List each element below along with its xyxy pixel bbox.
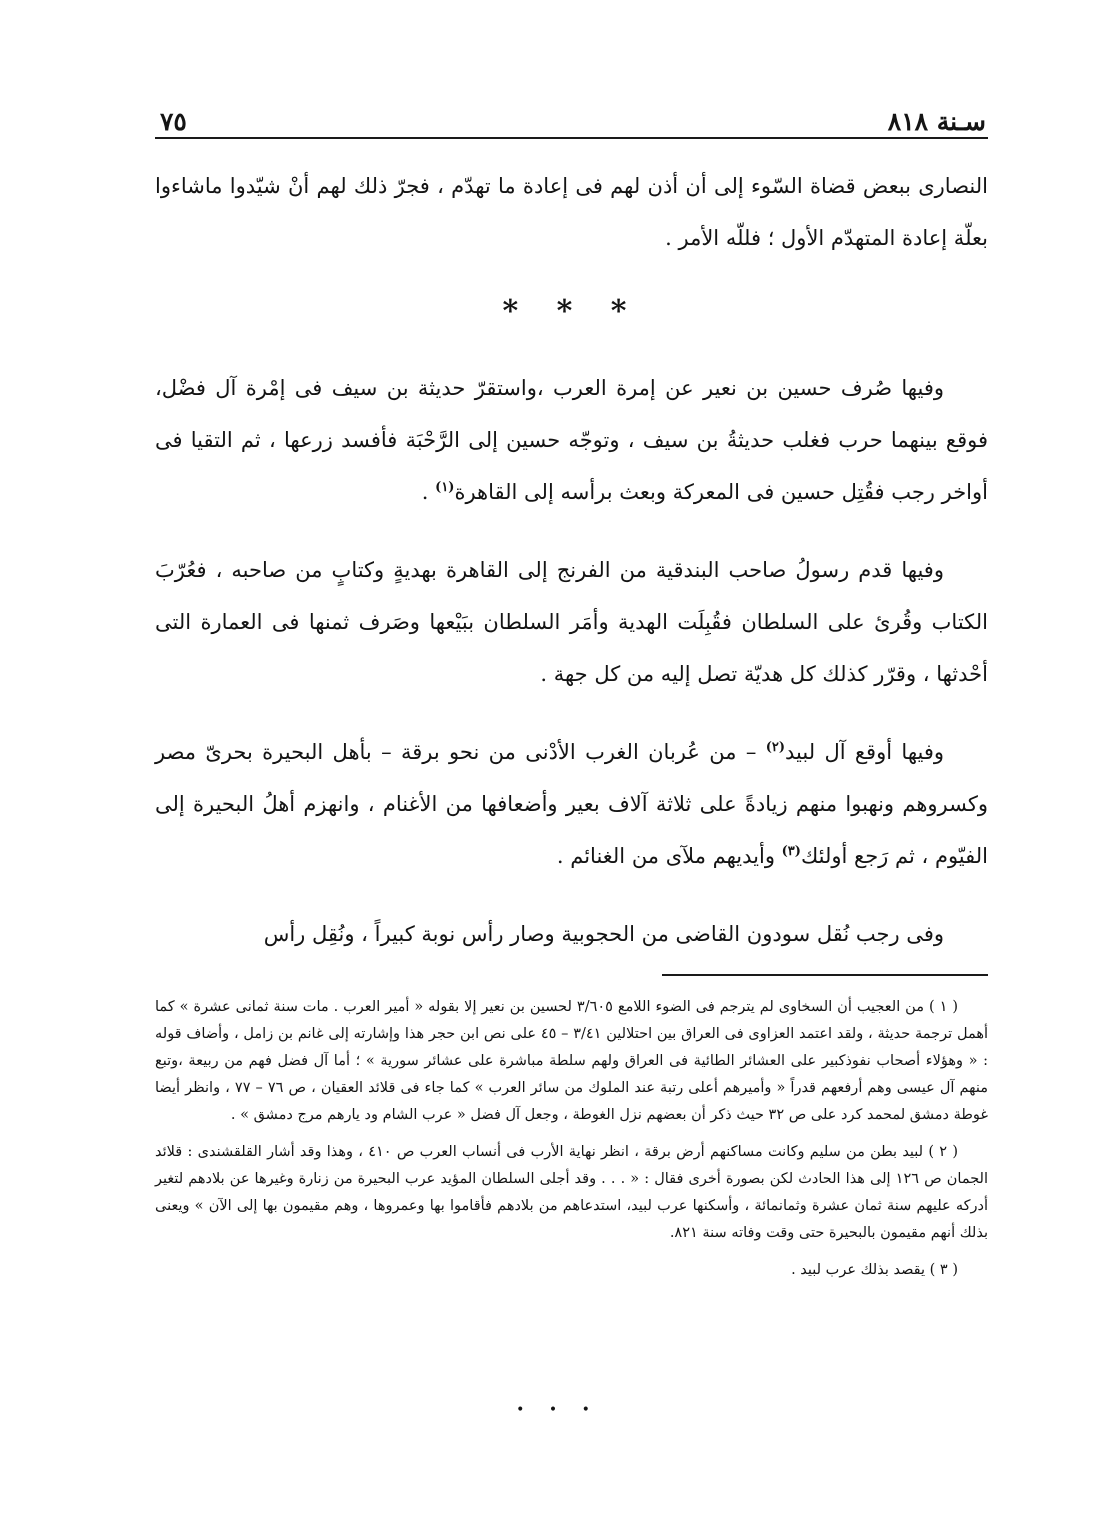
year-title: سـنة ٨١٨ (887, 107, 986, 136)
paragraph-text: . (421, 480, 436, 504)
footnote-ref[interactable]: (٣) (781, 844, 801, 859)
footnote-3: ( ٣ ) يقصد بذلك عرب لبيد . (791, 1262, 958, 1278)
end-ornament: • • • (516, 1402, 600, 1418)
paragraph-text: وأيديهم ملآى من الغنائم . (556, 844, 782, 868)
paragraph-text: وفيها أوقع آل لبيد (785, 740, 945, 764)
section-ornament: * * * (502, 294, 641, 329)
page-number: ٧٥ (160, 107, 187, 136)
footnote-ref[interactable]: (١) (435, 480, 455, 495)
footnote-ref[interactable]: (٢) (765, 740, 785, 755)
footnote-1: ( ١ ) من العجيب أن السخاوى لم يترجم فى الضوء اللامع ٣/٦٠٥ لحسين بن نعير إلا بقوله « أمير العرب . مات سنة ثمانى عشرة » كما أهمل ترجمة حديثة ، ولقد اعتمد العزاوى فى العراق بين احتلالين ٣/٤١ – ٤٥ على نص ابن حجر هذا وإشارته إلى غانم بن زامل ، وأضاف قوله : « وهؤلاء أصحاب نفوذكبير على العشائر الطائية فى العراق ولهم سلطة مباشرة على عشائر سورية » ؛ أما آل فضل فهم من ربيعة ،وتبع منهم آل عيسى وهم أرفعهم قدراً « وأميرهم أعلى رتبة عند الملوك من سائر العرب » كما جاء فى قلائد العقيان ، ص ٧٦ – ٧٧ ، وانظر أيضا غوطة دمشق لمحمد كرد على ص ٣٢ حيث ذكر أن بعضهم نزل الغوطة ، وجعل آل فضل « عرب الشام ود يارهم مرج دمشق » . (155, 999, 988, 1123)
paragraph-al-labid (155, 726, 988, 882)
paragraph-husayn (155, 362, 988, 518)
paragraph-sudun: وفى رجب نُقل سودون القاضى من الحجوبية وصار رأس نوبة كبيراً ، ونُقِل رأس (263, 922, 944, 946)
paragraph-text: وفيها صُرف حسين بن نعير عن إمرة العرب ،واستقرّ حديثة بن سيف فى إمْرة آل فضْل، فوقع بينهما حرب فغلب حديثةُ بن سيف ، وتوجّه حسين إلى الرَّحْبَة فأفسد زرعها ، ثم التقيا فى أواخر رجب فقُتِل حسين فى المعركة وبعث برأسه إلى القاهرة (155, 376, 988, 504)
main-text (155, 160, 988, 986)
paragraph-venice: وفيها قدم رسولُ صاحب البندقية من الفرنج إلى القاهرة بهديةٍ وكتابٍ من صاحبه ، فعُرّبَ الكتاب وقُرئ على السلطان فقُبِلَت الهدية وأمَر السلطان ببَيْعها وصَرف ثمنها فى العمارة التى أحْدثها ، وقرّر كذلك كل هديّة تصل إليه من كل جهة . (155, 558, 988, 686)
footnotes (155, 994, 988, 1294)
paragraph-text: – من عُربان الغرب الأدْنى من نحو برقة – بأهل البحيرة بحرىّ مصر وكسروهم ونهبوا منهم زيادةً على ثلاثة آلاف بعير وأضعافها من الأغنام ، وانهزم أهلُ البحيرة إلى الفيّوم ، ثم رَجع أولئك (155, 740, 988, 868)
footnote-2: ( ٢ ) لبيد بطن من سليم وكانت مساكنهم أرض برقة ، انظر نهاية الأرب فى أنساب العرب ص ٤١٠ ، وهذا وقد أشار القلقشندى : قلائد الجمان ص ١٢٦ إلى هذا الحادث لكن بصورة أخرى فقال : « . . . وقد أجلى السلطان المؤيد عرب البحيرة من زنارة وغيرها عن بلادهم لتغير أدركه عليهم سنة ثمان عشرة وثمانمائة ، وأسكنها عرب لبيد، استدعاهم من بلادهم فأقاموا بها وعمروها ، وهم مقيمون بها إلى الآن » ويعنى بذلك أنهم مقيمون بالبحيرة حتى وقت وفاته سنة ٨٢١. (155, 1144, 989, 1241)
running-header (160, 92, 986, 136)
footnote-rule (662, 974, 988, 976)
header-rule (155, 137, 988, 139)
paragraph-continued: النصارى ببعض قضاة السّوء إلى أن أذن لهم فى إعادة ما تهدّم ، فجرّ ذلك لهم أنْ شيّدوا ماشاءوا بعلّة إعادة المتهدّم الأول ؛ فللّه الأمر . (155, 174, 988, 250)
